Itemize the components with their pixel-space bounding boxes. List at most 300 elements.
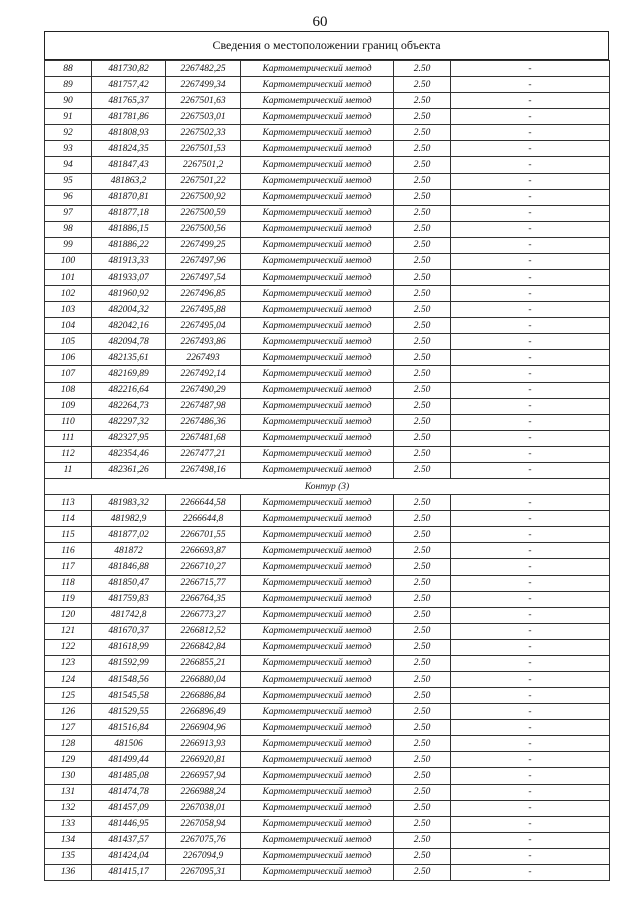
precision-cell: 2.50	[394, 318, 451, 334]
precision-cell: 2.50	[394, 109, 451, 125]
table-row	[45, 704, 610, 720]
point-number-cell: 117	[45, 559, 92, 575]
point-number-cell: 112	[45, 446, 92, 462]
precision-cell: 2.50	[394, 816, 451, 832]
table-row	[45, 848, 610, 864]
table-row	[45, 511, 610, 527]
y-coordinate-cell: 2267095,31	[166, 864, 241, 880]
table-row	[45, 639, 610, 655]
point-number-cell: 130	[45, 768, 92, 784]
table-row	[45, 623, 610, 639]
rows-after	[45, 495, 610, 881]
x-coordinate-cell: 482297,32	[92, 414, 166, 430]
section-title: Сведения о местоположении границ объекта	[44, 31, 609, 60]
precision-cell: 2.50	[394, 446, 451, 462]
x-coordinate-cell: 481808,93	[92, 125, 166, 141]
precision-cell: 2.50	[394, 205, 451, 221]
method-cell: Картометрический метод	[241, 848, 394, 864]
description-cell: -	[451, 752, 610, 768]
point-number-cell: 136	[45, 864, 92, 880]
point-number-cell: 113	[45, 495, 92, 511]
y-coordinate-cell: 2267058,94	[166, 816, 241, 832]
point-number-cell: 111	[45, 430, 92, 446]
y-coordinate-cell: 2266773,27	[166, 607, 241, 623]
y-coordinate-cell: 2267503,01	[166, 109, 241, 125]
method-cell: Картометрический метод	[241, 382, 394, 398]
y-coordinate-cell: 2266913,93	[166, 736, 241, 752]
point-number-cell: 101	[45, 270, 92, 286]
x-coordinate-cell: 481877,02	[92, 527, 166, 543]
x-coordinate-cell: 481850,47	[92, 575, 166, 591]
x-coordinate-cell: 481545,58	[92, 688, 166, 704]
description-cell: -	[451, 286, 610, 302]
y-coordinate-cell: 2266988,24	[166, 784, 241, 800]
description-cell: -	[451, 125, 610, 141]
method-cell: Картометрический метод	[241, 350, 394, 366]
method-cell: Картометрический метод	[241, 286, 394, 302]
precision-cell: 2.50	[394, 61, 451, 77]
y-coordinate-cell: 2267481,68	[166, 430, 241, 446]
y-coordinate-cell: 2266957,94	[166, 768, 241, 784]
description-cell: -	[451, 334, 610, 350]
y-coordinate-cell: 2266715,77	[166, 575, 241, 591]
precision-cell: 2.50	[394, 623, 451, 639]
point-number-cell: 115	[45, 527, 92, 543]
x-coordinate-cell: 481872	[92, 543, 166, 559]
table-row	[45, 93, 610, 109]
precision-cell: 2.50	[394, 221, 451, 237]
method-cell: Картометрический метод	[241, 671, 394, 687]
precision-cell: 2.50	[394, 173, 451, 189]
precision-cell: 2.50	[394, 527, 451, 543]
precision-cell: 2.50	[394, 237, 451, 253]
y-coordinate-cell: 2266920,81	[166, 752, 241, 768]
rows-before	[45, 61, 610, 479]
method-cell: Картометрический метод	[241, 237, 394, 253]
x-coordinate-cell: 481457,09	[92, 800, 166, 816]
method-cell: Картометрический метод	[241, 623, 394, 639]
point-number-cell: 135	[45, 848, 92, 864]
table-row	[45, 237, 610, 253]
method-cell: Картометрический метод	[241, 462, 394, 478]
y-coordinate-cell: 2266693,87	[166, 543, 241, 559]
point-number-cell: 132	[45, 800, 92, 816]
table-row	[45, 575, 610, 591]
method-cell: Картометрический метод	[241, 302, 394, 318]
x-coordinate-cell: 482327,95	[92, 430, 166, 446]
point-number-cell: 104	[45, 318, 92, 334]
point-number-cell: 120	[45, 607, 92, 623]
table-row	[45, 270, 610, 286]
precision-cell: 2.50	[394, 800, 451, 816]
precision-cell: 2.50	[394, 848, 451, 864]
method-cell: Картометрический метод	[241, 334, 394, 350]
precision-cell: 2.50	[394, 720, 451, 736]
table-row	[45, 607, 610, 623]
description-cell: -	[451, 77, 610, 93]
point-number-cell: 129	[45, 752, 92, 768]
precision-cell: 2.50	[394, 430, 451, 446]
y-coordinate-cell: 2267501,22	[166, 173, 241, 189]
description-cell: -	[451, 655, 610, 671]
method-cell: Картометрический метод	[241, 141, 394, 157]
y-coordinate-cell: 2267498,16	[166, 462, 241, 478]
point-number-cell: 95	[45, 173, 92, 189]
y-coordinate-cell: 2267501,53	[166, 141, 241, 157]
method-cell: Картометрический метод	[241, 704, 394, 720]
description-cell: -	[451, 157, 610, 173]
description-cell: -	[451, 253, 610, 269]
method-cell: Картометрический метод	[241, 832, 394, 848]
x-coordinate-cell: 482361,26	[92, 462, 166, 478]
description-cell: -	[451, 623, 610, 639]
y-coordinate-cell: 2266896,49	[166, 704, 241, 720]
precision-cell: 2.50	[394, 832, 451, 848]
point-number-cell: 11	[45, 462, 92, 478]
contour-row	[45, 479, 610, 495]
y-coordinate-cell: 2266886,84	[166, 688, 241, 704]
method-cell: Картометрический метод	[241, 414, 394, 430]
coordinates-table	[44, 60, 610, 881]
table-row	[45, 736, 610, 752]
description-cell: -	[451, 109, 610, 125]
precision-cell: 2.50	[394, 350, 451, 366]
precision-cell: 2.50	[394, 768, 451, 784]
point-number-cell: 123	[45, 655, 92, 671]
description-cell: -	[451, 270, 610, 286]
x-coordinate-cell: 481485,08	[92, 768, 166, 784]
table-row	[45, 77, 610, 93]
description-cell: -	[451, 446, 610, 462]
method-cell: Картометрический метод	[241, 591, 394, 607]
table-row	[45, 61, 610, 77]
point-number-cell: 91	[45, 109, 92, 125]
point-number-cell: 105	[45, 334, 92, 350]
description-cell: -	[451, 720, 610, 736]
description-cell: -	[451, 736, 610, 752]
description-cell: -	[451, 607, 610, 623]
table-row	[45, 221, 610, 237]
table-row	[45, 688, 610, 704]
point-number-cell: 134	[45, 832, 92, 848]
method-cell: Картометрический метод	[241, 430, 394, 446]
point-number-cell: 124	[45, 671, 92, 687]
description-cell: -	[451, 430, 610, 446]
precision-cell: 2.50	[394, 141, 451, 157]
description-cell: -	[451, 768, 610, 784]
description-cell: -	[451, 559, 610, 575]
method-cell: Картометрический метод	[241, 543, 394, 559]
y-coordinate-cell: 2267495,88	[166, 302, 241, 318]
y-coordinate-cell: 2266904,96	[166, 720, 241, 736]
y-coordinate-cell: 2266842,84	[166, 639, 241, 655]
method-cell: Картометрический метод	[241, 93, 394, 109]
point-number-cell: 90	[45, 93, 92, 109]
table-row	[45, 430, 610, 446]
method-cell: Картометрический метод	[241, 446, 394, 462]
y-coordinate-cell: 2267502,33	[166, 125, 241, 141]
description-cell: -	[451, 575, 610, 591]
x-coordinate-cell: 481877,18	[92, 205, 166, 221]
x-coordinate-cell: 481759,83	[92, 591, 166, 607]
point-number-cell: 108	[45, 382, 92, 398]
y-coordinate-cell: 2267497,96	[166, 253, 241, 269]
point-number-cell: 116	[45, 543, 92, 559]
description-cell: -	[451, 495, 610, 511]
x-coordinate-cell: 481983,32	[92, 495, 166, 511]
y-coordinate-cell: 2267094,9	[166, 848, 241, 864]
y-coordinate-cell: 2266880,04	[166, 671, 241, 687]
y-coordinate-cell: 2267490,29	[166, 382, 241, 398]
x-coordinate-cell: 481982,9	[92, 511, 166, 527]
precision-cell: 2.50	[394, 302, 451, 318]
x-coordinate-cell: 482169,89	[92, 366, 166, 382]
table-row	[45, 655, 610, 671]
point-number-cell: 119	[45, 591, 92, 607]
x-coordinate-cell: 481886,22	[92, 237, 166, 253]
y-coordinate-cell: 2267497,54	[166, 270, 241, 286]
x-coordinate-cell: 481886,15	[92, 221, 166, 237]
method-cell: Картометрический метод	[241, 800, 394, 816]
precision-cell: 2.50	[394, 639, 451, 655]
description-cell: -	[451, 302, 610, 318]
description-cell: -	[451, 173, 610, 189]
precision-cell: 2.50	[394, 382, 451, 398]
point-number-cell: 99	[45, 237, 92, 253]
x-coordinate-cell: 482004,32	[92, 302, 166, 318]
y-coordinate-cell: 2267486,36	[166, 414, 241, 430]
point-number-cell: 131	[45, 784, 92, 800]
x-coordinate-cell: 481592,99	[92, 655, 166, 671]
method-cell: Картометрический метод	[241, 61, 394, 77]
point-number-cell: 97	[45, 205, 92, 221]
point-number-cell: 98	[45, 221, 92, 237]
point-number-cell: 100	[45, 253, 92, 269]
precision-cell: 2.50	[394, 189, 451, 205]
table-row	[45, 350, 610, 366]
point-number-cell: 92	[45, 125, 92, 141]
table-row	[45, 720, 610, 736]
table-row	[45, 462, 610, 478]
x-coordinate-cell: 481424,04	[92, 848, 166, 864]
description-cell: -	[451, 382, 610, 398]
method-cell: Картометрический метод	[241, 77, 394, 93]
method-cell: Картометрический метод	[241, 527, 394, 543]
method-cell: Картометрический метод	[241, 125, 394, 141]
table-row	[45, 189, 610, 205]
point-number-cell: 103	[45, 302, 92, 318]
table-row	[45, 446, 610, 462]
precision-cell: 2.50	[394, 559, 451, 575]
y-coordinate-cell: 2267495,04	[166, 318, 241, 334]
x-coordinate-cell: 481730,82	[92, 61, 166, 77]
point-number-cell: 128	[45, 736, 92, 752]
x-coordinate-cell: 482135,61	[92, 350, 166, 366]
page-number: 60	[312, 14, 328, 30]
precision-cell: 2.50	[394, 784, 451, 800]
x-coordinate-cell: 481506	[92, 736, 166, 752]
table-row	[45, 832, 610, 848]
description-cell: -	[451, 189, 610, 205]
x-coordinate-cell: 481618,99	[92, 639, 166, 655]
point-number-cell: 94	[45, 157, 92, 173]
description-cell: -	[451, 848, 610, 864]
x-coordinate-cell: 481933,07	[92, 270, 166, 286]
description-cell: -	[451, 704, 610, 720]
precision-cell: 2.50	[394, 511, 451, 527]
description-cell: -	[451, 93, 610, 109]
description-cell: -	[451, 800, 610, 816]
table-row	[45, 559, 610, 575]
precision-cell: 2.50	[394, 864, 451, 880]
description-cell: -	[451, 221, 610, 237]
x-coordinate-cell: 481765,37	[92, 93, 166, 109]
y-coordinate-cell: 2266710,27	[166, 559, 241, 575]
precision-cell: 2.50	[394, 704, 451, 720]
point-number-cell: 127	[45, 720, 92, 736]
table-row	[45, 784, 610, 800]
table-row	[45, 286, 610, 302]
table-row	[45, 527, 610, 543]
table-row	[45, 173, 610, 189]
x-coordinate-cell: 481415,17	[92, 864, 166, 880]
point-number-cell: 133	[45, 816, 92, 832]
x-coordinate-cell: 482094,78	[92, 334, 166, 350]
x-coordinate-cell: 481847,43	[92, 157, 166, 173]
x-coordinate-cell: 481781,86	[92, 109, 166, 125]
method-cell: Картометрический метод	[241, 768, 394, 784]
precision-cell: 2.50	[394, 607, 451, 623]
x-coordinate-cell: 482042,16	[92, 318, 166, 334]
contour-section	[45, 479, 610, 495]
description-cell: -	[451, 61, 610, 77]
x-coordinate-cell: 481870,81	[92, 189, 166, 205]
x-coordinate-cell: 482354,46	[92, 446, 166, 462]
description-cell: -	[451, 237, 610, 253]
x-coordinate-cell: 482264,73	[92, 398, 166, 414]
table-row	[45, 543, 610, 559]
table-row	[45, 157, 610, 173]
x-coordinate-cell: 481742,8	[92, 607, 166, 623]
x-coordinate-cell: 481474,78	[92, 784, 166, 800]
x-coordinate-cell: 481446,95	[92, 816, 166, 832]
description-cell: -	[451, 639, 610, 655]
precision-cell: 2.50	[394, 93, 451, 109]
table-row	[45, 205, 610, 221]
point-number-cell: 107	[45, 366, 92, 382]
description-cell: -	[451, 832, 610, 848]
precision-cell: 2.50	[394, 575, 451, 591]
table-row	[45, 253, 610, 269]
method-cell: Картометрический метод	[241, 270, 394, 286]
x-coordinate-cell: 481913,33	[92, 253, 166, 269]
table-row	[45, 318, 610, 334]
method-cell: Картометрический метод	[241, 720, 394, 736]
method-cell: Картометрический метод	[241, 398, 394, 414]
table-row	[45, 366, 610, 382]
x-coordinate-cell: 481846,88	[92, 559, 166, 575]
precision-cell: 2.50	[394, 125, 451, 141]
y-coordinate-cell: 2267499,25	[166, 237, 241, 253]
method-cell: Картометрический метод	[241, 559, 394, 575]
point-number-cell: 96	[45, 189, 92, 205]
y-coordinate-cell: 2267477,21	[166, 446, 241, 462]
y-coordinate-cell: 2267500,92	[166, 189, 241, 205]
description-cell: -	[451, 414, 610, 430]
precision-cell: 2.50	[394, 736, 451, 752]
y-coordinate-cell: 2267038,01	[166, 800, 241, 816]
point-number-cell: 93	[45, 141, 92, 157]
point-number-cell: 118	[45, 575, 92, 591]
x-coordinate-cell: 481437,57	[92, 832, 166, 848]
description-cell: -	[451, 205, 610, 221]
x-coordinate-cell: 481863,2	[92, 173, 166, 189]
method-cell: Картометрический метод	[241, 495, 394, 511]
description-cell: -	[451, 688, 610, 704]
method-cell: Картометрический метод	[241, 366, 394, 382]
method-cell: Картометрический метод	[241, 688, 394, 704]
y-coordinate-cell: 2266855,21	[166, 655, 241, 671]
description-cell: -	[451, 511, 610, 527]
point-number-cell: 110	[45, 414, 92, 430]
precision-cell: 2.50	[394, 366, 451, 382]
table-row	[45, 414, 610, 430]
precision-cell: 2.50	[394, 591, 451, 607]
method-cell: Картометрический метод	[241, 864, 394, 880]
precision-cell: 2.50	[394, 752, 451, 768]
point-number-cell: 121	[45, 623, 92, 639]
table-row	[45, 671, 610, 687]
method-cell: Картометрический метод	[241, 607, 394, 623]
precision-cell: 2.50	[394, 671, 451, 687]
method-cell: Картометрический метод	[241, 816, 394, 832]
precision-cell: 2.50	[394, 462, 451, 478]
method-cell: Картометрический метод	[241, 752, 394, 768]
y-coordinate-cell: 2267487,98	[166, 398, 241, 414]
precision-cell: 2.50	[394, 286, 451, 302]
x-coordinate-cell: 482216,64	[92, 382, 166, 398]
precision-cell: 2.50	[394, 414, 451, 430]
precision-cell: 2.50	[394, 253, 451, 269]
description-cell: -	[451, 671, 610, 687]
description-cell: -	[451, 864, 610, 880]
point-number-cell: 88	[45, 61, 92, 77]
table-row	[45, 109, 610, 125]
precision-cell: 2.50	[394, 398, 451, 414]
table-row	[45, 125, 610, 141]
description-cell: -	[451, 527, 610, 543]
description-cell: -	[451, 366, 610, 382]
y-coordinate-cell: 2266701,55	[166, 527, 241, 543]
y-coordinate-cell: 2267496,85	[166, 286, 241, 302]
description-cell: -	[451, 141, 610, 157]
contour-label: Контур (3)	[45, 479, 610, 495]
description-cell: -	[451, 350, 610, 366]
y-coordinate-cell: 2266764,35	[166, 591, 241, 607]
point-number-cell: 109	[45, 398, 92, 414]
point-number-cell: 122	[45, 639, 92, 655]
x-coordinate-cell: 481529,55	[92, 704, 166, 720]
table-row	[45, 495, 610, 511]
precision-cell: 2.50	[394, 157, 451, 173]
y-coordinate-cell: 2267482,25	[166, 61, 241, 77]
point-number-cell: 125	[45, 688, 92, 704]
precision-cell: 2.50	[394, 77, 451, 93]
table-row	[45, 591, 610, 607]
description-cell: -	[451, 784, 610, 800]
method-cell: Картометрический метод	[241, 173, 394, 189]
x-coordinate-cell: 481548,56	[92, 671, 166, 687]
